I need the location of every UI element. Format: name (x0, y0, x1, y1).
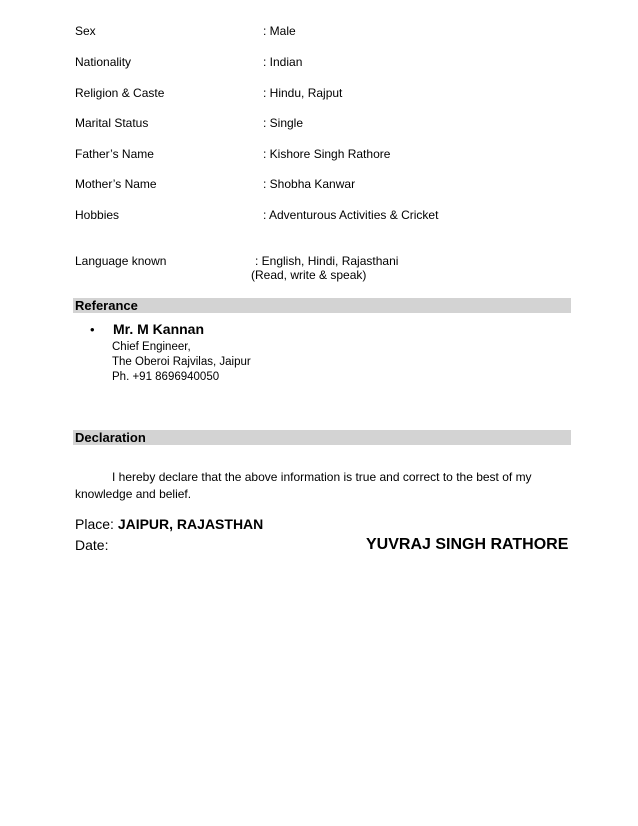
declaration-line: knowledge and belief. (75, 487, 192, 501)
reference-title: Chief Engineer, (112, 341, 191, 353)
detail-label: Religion & Caste (75, 86, 165, 100)
date-label: Date: (75, 537, 109, 553)
detail-label: Father’s Name (75, 147, 154, 161)
detail-value: : Shobha Kanwar (263, 177, 356, 191)
detail-value: : Single (263, 116, 304, 130)
reference-name: Mr. M Kannan (113, 321, 205, 337)
place-value: JAIPUR, RAJASTHAN (117, 516, 264, 532)
detail-value: : Indian (263, 55, 303, 69)
declaration-line: I hereby declare that the above information is true and correct to the best of my (112, 470, 532, 484)
declaration-text (75, 469, 575, 503)
signature-name: YUVRAJ SINGH RATHORE (366, 536, 569, 553)
place-label: Place: (75, 516, 118, 532)
section-heading-declaration: Declaration (73, 430, 571, 445)
place-line (75, 516, 263, 532)
detail-value: : Kishore Singh Rathore (263, 147, 391, 161)
detail-value: : English, Hindi, Rajasthani (255, 254, 399, 268)
detail-value: : Male (263, 24, 296, 38)
detail-value: : Hindu, Rajput (263, 86, 343, 100)
detail-label: Sex (75, 24, 96, 38)
bullet-icon: • (90, 322, 95, 337)
language-note: (Read, write & speak) (251, 268, 367, 282)
reference-organization: The Oberoi Rajvilas, Jaipur (112, 356, 251, 368)
detail-label: Nationality (75, 55, 132, 69)
detail-label: Language known (75, 254, 167, 268)
section-heading-reference: Referance (73, 298, 571, 313)
detail-value: : Adventurous Activities & Cricket (263, 208, 439, 222)
detail-label: Hobbies (75, 208, 120, 222)
detail-label: Mother’s Name (75, 177, 157, 191)
reference-phone: Ph. +91 8696940050 (112, 371, 220, 383)
detail-label: Marital Status (75, 116, 149, 130)
